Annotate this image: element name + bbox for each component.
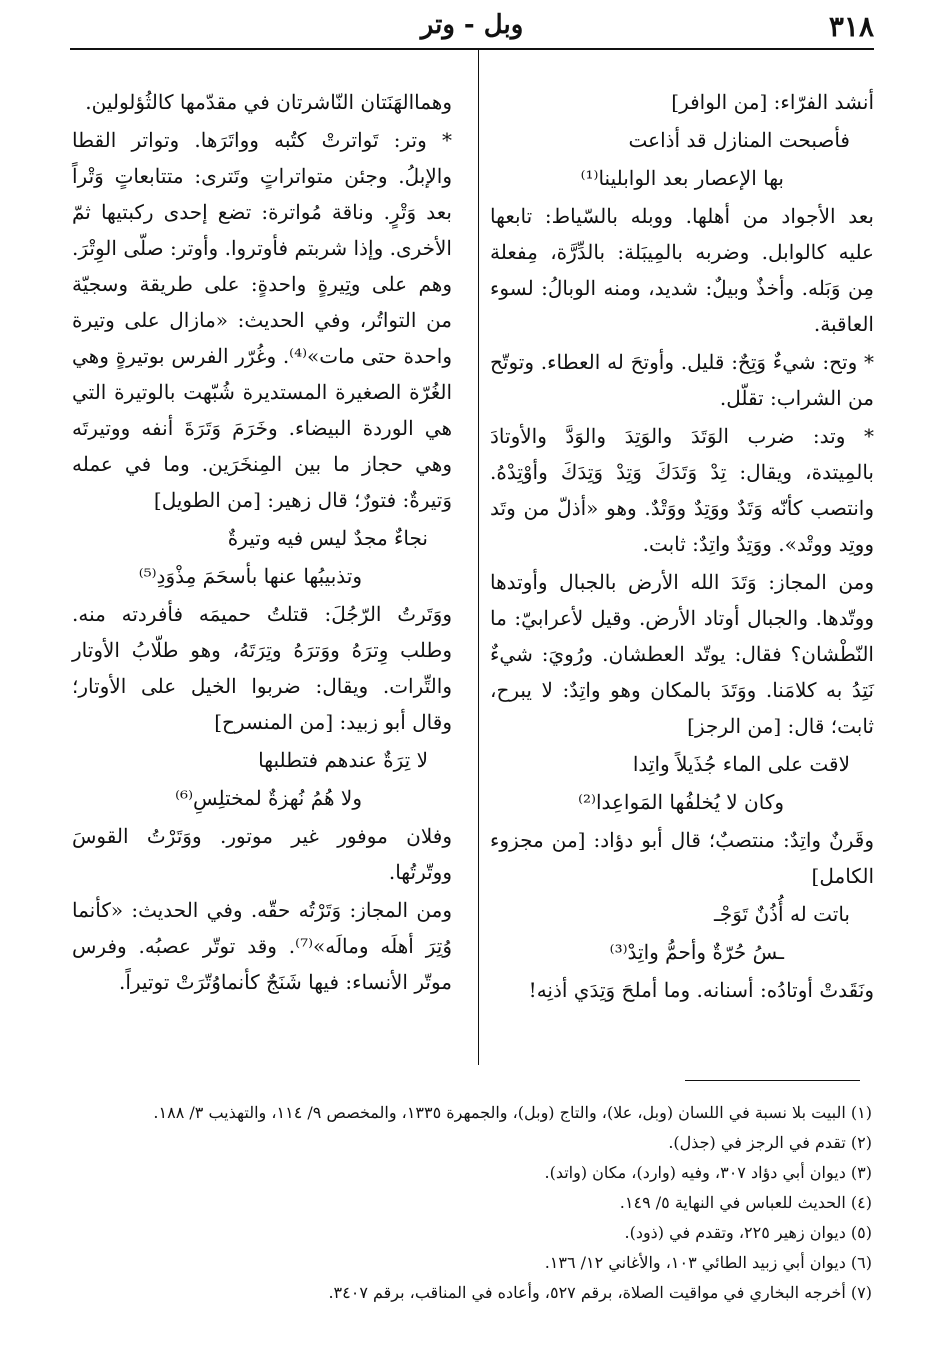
entry-watar: * وتر: تَواترتْ كتُبه وواتَرَها. وتواتر القطا والإبلُ. وجئن متواتراتٍ وتَترى: متتابعاتٍ وَتْراً بعد وَتْرٍ. وناقة مُواترة: تضع إحدى ركبتيها ثمّ الأخرى. وإذا شربتم فأوتروا. وأوتر: صلّى الوِتْرَ. وهم على وتِيرةٍ واحدةٍ: على طريقة وسجيّة من التواتُر، وفي الحديث: «مازال على وتيرة واحدة حتى مات»⁽⁴⁾. وغُرّر الفرس بوتيرةٍ وهي الغُرّة الصغيرة المستديرة شُبّهت بالوتيرة التي هي الوردة البيضاء. وخَرَمَ وَتَرَةَ أنفه ووتيرتَه وهي حجاز ما بين المِنخَرَين. وما في عمله وَتيرةٌ: فتورٌ؛ قال زهير: [من الطويل] bbox=[72, 128, 453, 512]
footnote: (٤) الحديث للعباس في النهاية ٥/ ١٤٩. bbox=[619, 1193, 872, 1212]
verse-line: باتت له أُذُنٌ تَوَجْـ bbox=[713, 902, 850, 926]
footnote: (٧) أخرجه البخاري في مواقيت الصلاة، برقم ٥٢٧، وأعاده في المناقب، برقم ٣٤٠٧. bbox=[328, 1283, 872, 1302]
verse-line: وكان لا يُخلفُها المَواعِدا⁽²⁾ bbox=[578, 790, 784, 814]
verse-line: وتذبيبُها عنها بأسحَمَ مِذْوَدِ⁽⁵⁾ bbox=[138, 564, 362, 588]
footnote: (٦) ديوان أبي زبيد الطائي ١٠٣، والأغاني ١٢/ ١٣٦. bbox=[544, 1253, 872, 1272]
verse-line: لاقت على الماء جُذَيلاً واتِدا bbox=[632, 752, 850, 776]
verse-line: فأصبحت المنازل قد أذاعت bbox=[628, 128, 850, 152]
paragraph: بعد الأجواد من أهلها. ووبله بالسّياط: تابعها عليه كالوابل. وضربه بالمِيبَلة: بالدِّرَّة، مِفعلة مِن وَبَله. وأخذٌ وبيلٌ: شديد، ومنه الوبالُ: لسوء العاقبة. bbox=[490, 204, 874, 336]
entry-watah: * وتح: شيءٌ وَتِحٌ: قليل. وأوتحَ له العطاء. وتوتّح من الشراب: تقلّل. bbox=[490, 350, 874, 410]
paragraph: وفلان موفور غير موتور. ووَتَرْتُ القوسَ ووتّرتُها. bbox=[72, 824, 452, 884]
paragraph: ونَقَدتْ أوتادُه: أسنانه. وما أملحَ وَتِدَي أذنِه! bbox=[528, 978, 874, 1002]
page-header bbox=[70, 6, 874, 46]
right-column bbox=[490, 84, 874, 1010]
verse-line: لا تِرَةٌ عندهم فتطلبها bbox=[258, 748, 428, 772]
running-title: وبل - وتر bbox=[420, 10, 524, 40]
paragraph: وقَرنٌ واتِدٌ: منتصبٌ؛ قال أبو دؤاد: [من مجزوء الكامل] bbox=[490, 828, 874, 888]
footnote-rule bbox=[685, 1080, 860, 1081]
left-column bbox=[72, 84, 464, 1002]
footnote: (١) البيت بلا نسبة في اللسان (وبل، علا)، والتاج (وبل)، والجمهرة ١٣٣٥، والمخصص ٩/ ١١٤، والتهذيب ٣/ ١٨٨. bbox=[153, 1103, 872, 1122]
paragraph: ومن المجاز: وَتَدَ الله الأرض بالجبال وأوتدها ووتّدها. والجبال أوتاد الأرض. وقيل لأعرابيّ: ما النّطْشان؟ فقال: يوتّد العطشان. ورُويَ: شيءٌ نَتِدُ به كلامَنا. ووَتَدَ بالمكان وهو واتِدٌ: لا يبرح، ثابت؛ قال: [من الرجز] bbox=[490, 570, 874, 738]
paragraph: ومن المجاز: وَتَرْتُه حقّه. وفي الحديث: «كأنما وُتِرَ أهلَه ومالَه»⁽⁷⁾. وقد توتّر عصبُه. وفرس موتّر الأنساء: فيها شَنَجٌ كأنماوُتّرَتْ توتيراً. bbox=[72, 898, 452, 994]
footnote: (٣) ديوان أبي دؤاد ٣٠٧، وفيه (وارد)، مكان (واتد). bbox=[544, 1163, 872, 1182]
footnote: (٥) ديوان زهير ٢٢٥، وتقدم في (ذود). bbox=[624, 1223, 872, 1242]
paragraph: أنشد الفرّاء: [من الوافر] bbox=[671, 90, 874, 114]
verse-line: ـسُ حُرّةٌ وأحمُّ واتِدْ⁽³⁾ bbox=[609, 940, 784, 964]
footnote: (٢) تقدم في الرجز في (جذل). bbox=[668, 1133, 872, 1152]
entry-watad: * وتد: ضرب الوَتَدَ والوَتِدَ والوَدَّ والأوتادَ بالمِيتدة، ويقال: تِدْ وَتَدَكَ وَتِدْ وَتِدَكَ وأوْتِدْهُ. وانتصب كأنّه وَتَدٌ ووَتِدٌ ووَتْدٌ. وهو «أذلّ من وتَد ووتِد ووتْد». ووَتِدٌ واتِدٌ: ثابت. bbox=[490, 424, 874, 556]
paragraph: وهماالهَنَتان النّاشرتان في مقدّمها كالثُؤلولين. bbox=[85, 90, 452, 114]
page-number: ٣١٨ bbox=[828, 10, 874, 43]
verse-line: نجاءٌ مجدٌ ليس فيه وتيرةٌ bbox=[227, 526, 428, 550]
header-rule bbox=[70, 48, 874, 50]
verse-line: ولا هُمُ نُهزةٌ لمختلِسِ⁽⁶⁾ bbox=[175, 786, 362, 810]
paragraph: ووَتَرتُ الرّجُلَ: قتلتُ حميمَه فأفردته منه. وطلب وِترَهُ ووَترَهُ وتِرَتَهُ، وهو طلّابُ الأوتار والتِّرات. ويقال: ضربوا الخيل على الأوتار؛ وقال أبو زبيد: [من المنسرح] bbox=[72, 602, 452, 734]
verse-line: بها الإعصار بعد الوابلينا⁽¹⁾ bbox=[580, 166, 784, 190]
column-divider bbox=[478, 50, 479, 1065]
footnotes bbox=[70, 1098, 872, 1308]
